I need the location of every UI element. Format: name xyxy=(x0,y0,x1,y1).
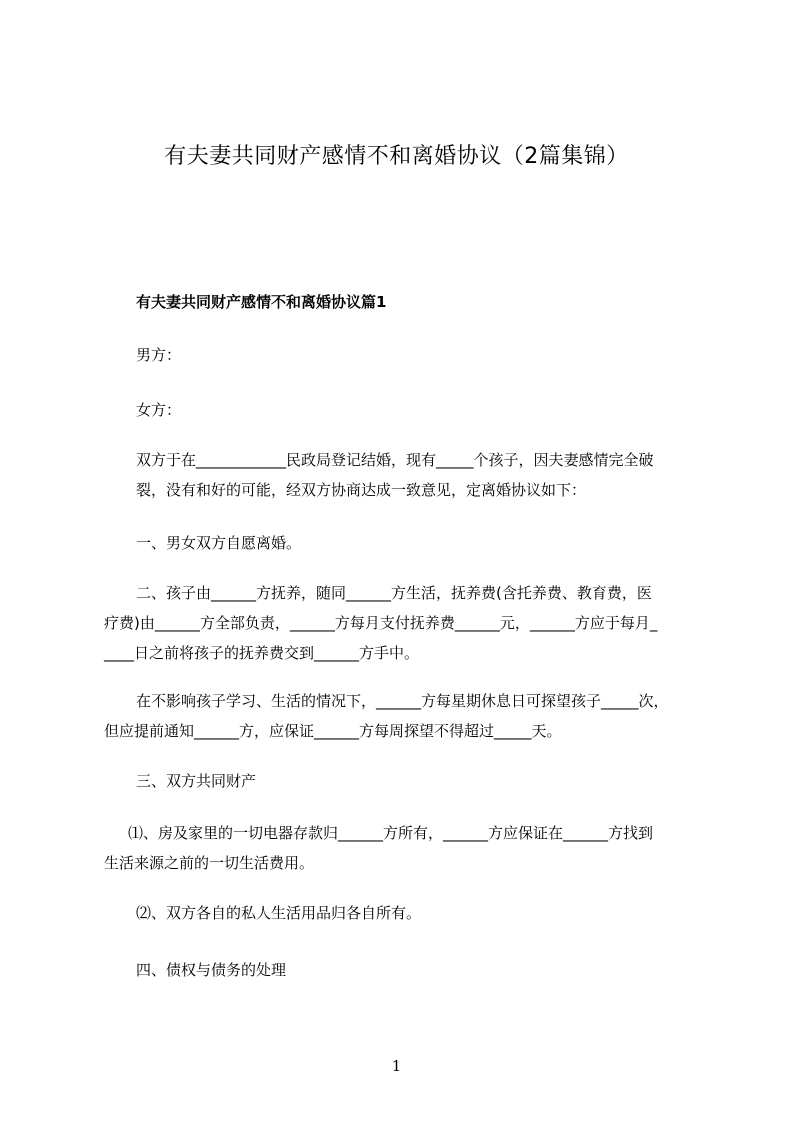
document-title: 有夫妻共同财产感情不和离婚协议（2篇集锦） xyxy=(164,144,629,169)
clause-1: 一、男女双方自愿离婚。 xyxy=(136,534,302,552)
clause-3: 三、双方共同财产 xyxy=(136,772,257,790)
male-party-label: 男方： xyxy=(136,346,182,364)
property-1-line-2: 生活来源之前的一切生活费用。 xyxy=(104,854,315,872)
visitation-line-2: 但应提前通知______方，应保证______方每周探望不得超过_____天。 xyxy=(104,722,562,740)
female-party-label: 女方： xyxy=(136,401,182,419)
property-2: ⑵、双方各自的私人生活用品归各自所有。 xyxy=(136,904,422,922)
clause-2-paragraph xyxy=(104,578,704,668)
clause-4: 四、债权与债务的处理 xyxy=(136,961,287,979)
property-1-paragraph xyxy=(104,818,704,878)
clause-2-line-3: ____日之前将孩子的抚养费交到______方手中。 xyxy=(104,644,420,662)
clause-2-line-2: 疗费)由______方全部负责，______方每月支付抚养费______元，______方应于每月_ xyxy=(104,614,658,632)
intro-line-2: 裂，没有和好的可能，经双方协商达成一致意见，定离婚协议如下： xyxy=(136,481,587,499)
section-heading: 有夫妻共同财产感情不和离婚协议篇1 xyxy=(136,293,387,311)
intro-line-1: 双方于在____________民政局登记结婚，现有_____个孩子，因夫妻感情完全破 xyxy=(136,451,654,469)
property-1-line-1: ⑴、房及家里的一切电器存款归______方所有，______方应保证在______方找到 xyxy=(128,824,654,842)
visitation-paragraph xyxy=(104,686,704,746)
page-number: 1 xyxy=(391,1057,402,1075)
clause-2-line-1: 二、孩子由______方抚养，随同______方生活，抚养费(含托养费、教育费，医 xyxy=(136,584,652,602)
visitation-line-1: 在不影响孩子学习、生活的情况下，______方每星期休息日可探望孩子_____次， xyxy=(136,692,669,710)
intro-paragraph xyxy=(104,445,704,505)
